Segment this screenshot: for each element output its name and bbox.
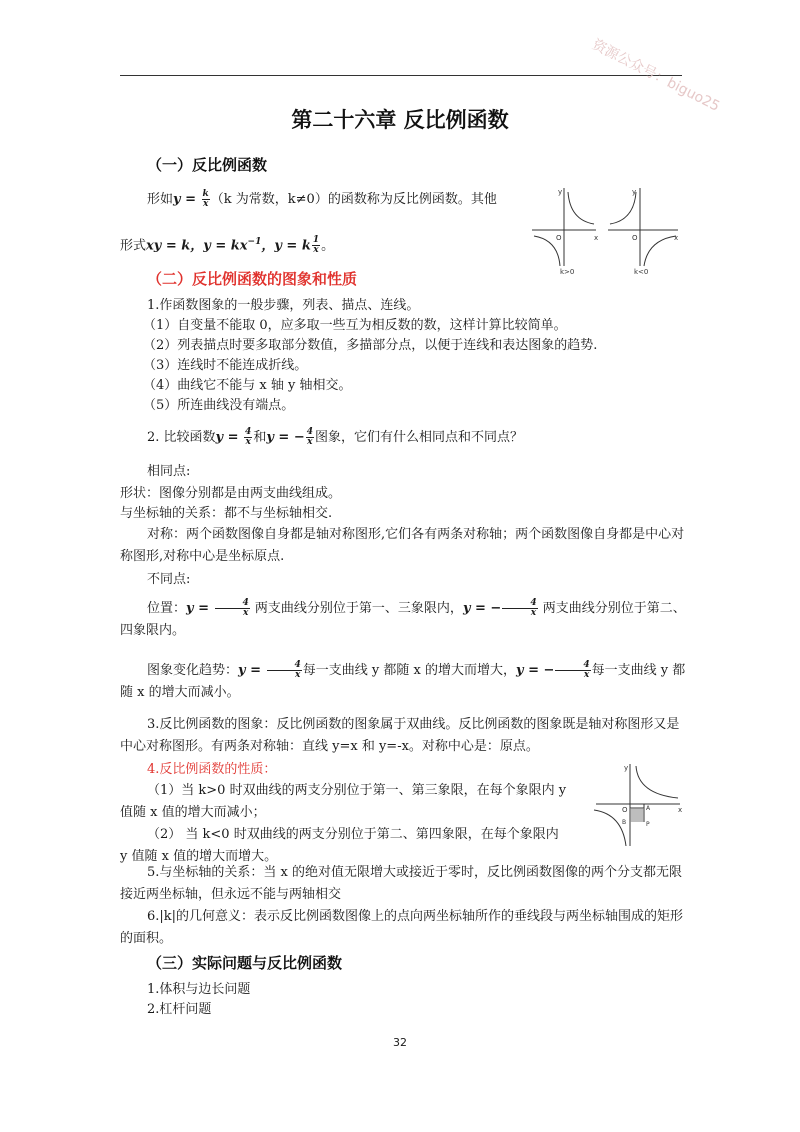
- svg-text:x: x: [594, 234, 599, 242]
- position-text: 位置：y = $\frac{4}{x}$ 两支曲线分别位于第一、三象限内，y = − $\frac{4}{x}$ 两支曲线分别位于第二、四象限内。: [120, 598, 686, 638]
- item-4-2-text: （2） 当 k<0 时双曲线的两支分别位于第二、第四象限，在每个象限内 y 值随 x 值的增大而增大。: [120, 827, 559, 864]
- svg-text:O: O: [556, 234, 562, 242]
- svg-text:B: B: [622, 819, 627, 826]
- steps-list: [143, 296, 598, 416]
- item-4-heading: 4.反比例函数的性质：: [147, 762, 277, 777]
- trend-text: 图象变化趋势：y = $\frac{4}{x}$ 每一支曲线 y 都随 x 的增大而增大，y = − $\frac{4}{x}$ 每一支曲线 y 都随 x 的增大而减小。: [120, 660, 686, 700]
- chapter-title: 第二十六章 反比例函数: [291, 108, 509, 132]
- item-3-text: 3.反比例函数的图象：反比例函数的图象属于双曲线。反比例函数的图象既是轴对称图形又是中心对称图形。有两条对称轴：直线 y=x 和 y=-x。对称中心是：原点。: [120, 717, 680, 754]
- axis-relation-text: 与坐标轴的关系：都不与坐标轴相交.: [120, 506, 333, 521]
- item-4-1-text: （1）当 k>0 时双曲线的两支分别位于第一、第三象限，在每个象限内 y 值随 x 值的增大而减小；: [120, 783, 567, 820]
- page-number: 32: [393, 1036, 407, 1049]
- section-2-heading: （二）反比例函数的图象和性质: [147, 270, 358, 288]
- step-line: （4）曲线它不能与 x 轴 y 轴相交。: [143, 378, 352, 393]
- svg-text:x: x: [678, 806, 683, 814]
- step-line: （1）自变量不能取 0，应多取一些互为相反数的数，这样计算比较简单。: [143, 318, 567, 333]
- fraction-k-over-x: $\frac{k}{x}$: [202, 189, 209, 209]
- svg-text:O: O: [632, 234, 638, 242]
- step-line: 1.作函数图象的一般步骤，列表、描点、连线。: [147, 298, 420, 313]
- same-points-label: 相同点:: [147, 464, 191, 479]
- fraction-1-over-x: $\frac{1}{x}$: [312, 235, 320, 256]
- item-6-text: 6.|k|的几何意义：表示反比例函数图像上的点向两坐标轴所作的垂线段与两坐标轴围成的矩形的面积。: [120, 909, 684, 946]
- step-line: （2）列表描点时要多取部分数值，多描部分点，以便于连线和表达图象的趋势.: [143, 338, 598, 353]
- other-forms-line: 形式xy = k，$y = kx^{-1}$，y = k $\frac{1}{x}$ 。: [120, 235, 335, 256]
- step-line: （5）所连曲线没有端点。: [143, 398, 295, 413]
- svg-text:O: O: [622, 806, 628, 814]
- compare-line: 2. 比较函数y = $\frac{4}{x}$ 和y = − $\frac{4}{x}$ 图象，它们有什么相同点和不同点？: [147, 427, 523, 447]
- svg-text:x: x: [674, 234, 679, 242]
- problem-item: 2.杠杆问题: [147, 1002, 212, 1017]
- graph-label-k-positive: k>0: [560, 268, 575, 276]
- k-area-figure: [592, 760, 686, 850]
- hyperbola-graphs-figure: [528, 182, 688, 278]
- graph-k-positive: [532, 188, 599, 266]
- step-line: （3）连线时不能连成折线。: [143, 358, 308, 373]
- section-3-heading: （三）实际问题与反比例函数: [147, 954, 343, 972]
- graph-k-negative: [608, 188, 678, 266]
- item-5-text: 5.与坐标轴的关系：当 x 的绝对值无限增大或接近于零时，反比例函数图像的两个分支都无限接近两坐标轴，但永远不能与两轴相交: [120, 865, 683, 902]
- header-rule: [120, 75, 682, 76]
- svg-text:P: P: [646, 821, 650, 828]
- svg-text:y: y: [624, 764, 629, 772]
- svg-text:y: y: [558, 188, 563, 196]
- watermark: 资源公众号：biguo25: [589, 36, 723, 115]
- different-points-label: 不同点:: [147, 572, 191, 587]
- shape-text: 形状：图像分别都是由两支曲线组成。: [120, 486, 342, 501]
- symmetry-text: 对称：两个函数图像自身都是轴对称图形,它们各有两条对称轴；两个函数图像自身都是中心对称图形,对称中心是坐标原点.: [120, 527, 685, 564]
- definition-line: 形如y = $\frac{k}{x}$ （k 为常数，k≠0）的函数称为反比例函数。其他: [147, 189, 497, 209]
- problem-item: 1.体积与边长问题: [147, 982, 251, 997]
- svg-text:y: y: [632, 188, 637, 196]
- svg-text:A: A: [646, 805, 651, 812]
- section-1-heading: （一）反比例函数: [147, 156, 268, 174]
- graph-label-k-negative: k<0: [634, 268, 649, 276]
